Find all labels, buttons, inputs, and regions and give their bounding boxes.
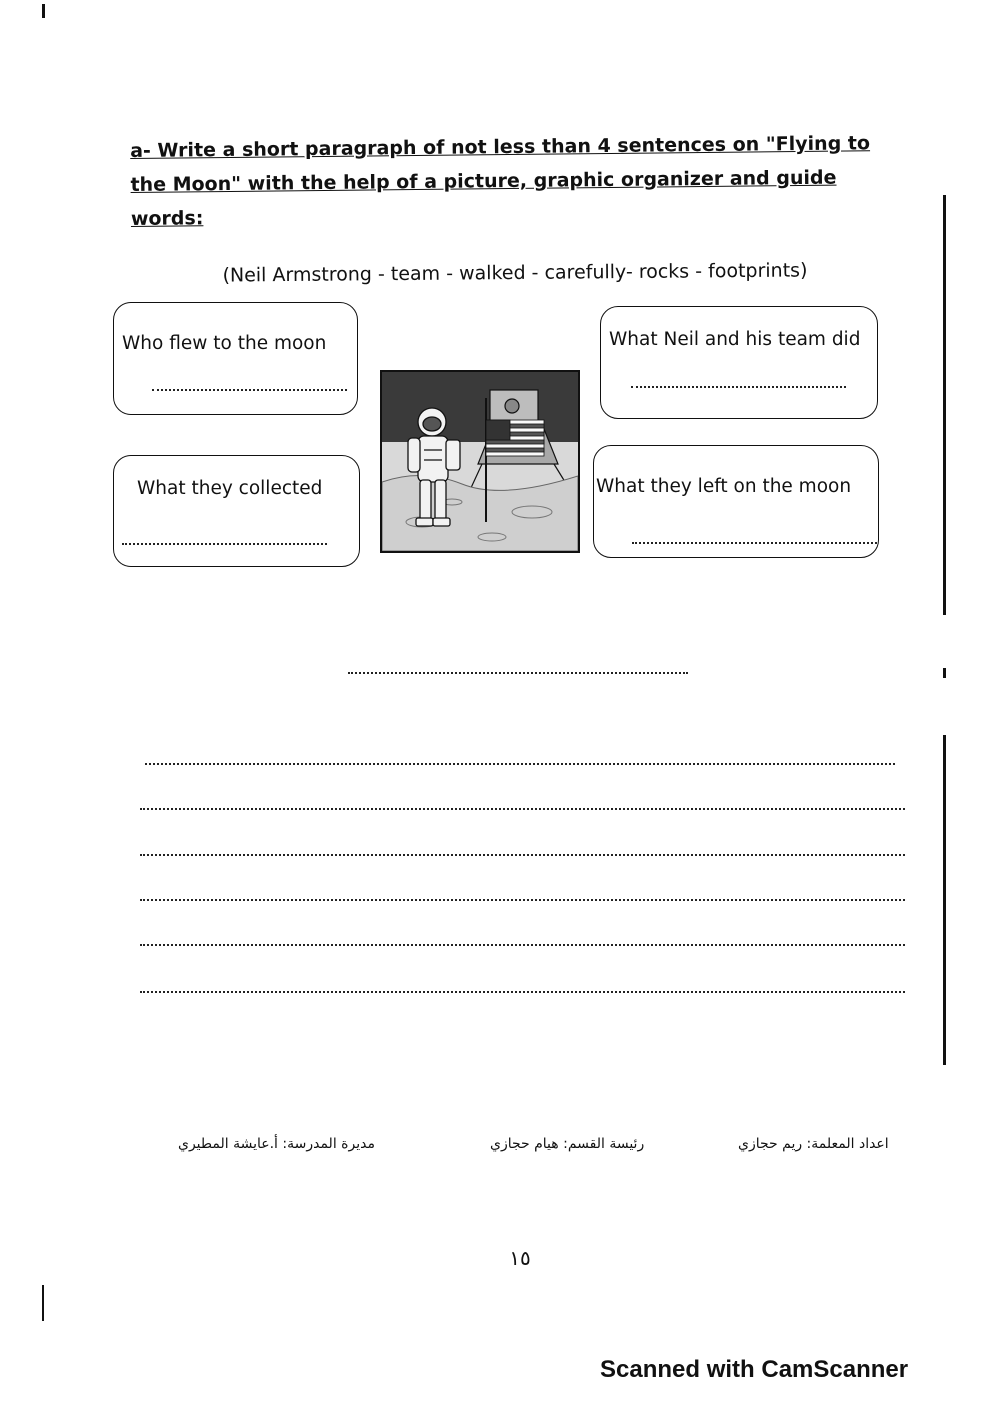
moon-landing-illustration <box>382 372 578 551</box>
instruction-line-2: the Moon" with the help of a picture, graphic organizer and guide words: <box>130 166 837 230</box>
answer-line[interactable] <box>632 542 877 544</box>
page-number: ١٥ <box>509 1246 531 1270</box>
signature-department-head: رئيسة القسم: هيام حجازي <box>490 1136 645 1152</box>
instruction <box>130 126 901 236</box>
organizer-box-bottom-right <box>593 445 879 558</box>
answer-line[interactable] <box>122 543 327 545</box>
moon-landing-picture <box>380 370 580 553</box>
instruction-line-1: a- Write a short paragraph of not less than 4 sentences on "Flying to <box>130 132 871 162</box>
camscanner-watermark: Scanned with CamScanner <box>600 1356 909 1383</box>
writing-line[interactable] <box>140 899 905 901</box>
organizer-label: What they collected <box>137 478 323 499</box>
scan-edge-mark <box>943 735 946 1065</box>
paragraph-title-line[interactable] <box>348 672 688 674</box>
organizer-label: What Neil and his team did <box>609 329 861 350</box>
scan-edge-mark <box>943 668 946 678</box>
organizer-box-bottom-left <box>113 455 360 567</box>
writing-line[interactable] <box>145 763 895 765</box>
scan-edge-mark <box>943 195 946 615</box>
scan-edge-mark <box>42 4 45 18</box>
organizer-label: Who flew to the moon <box>122 333 327 354</box>
organizer-box-top-left <box>113 302 358 415</box>
writing-line[interactable] <box>140 944 905 946</box>
answer-line[interactable] <box>152 389 347 391</box>
answer-line[interactable] <box>631 386 846 388</box>
organizer-label: What they left on the moon <box>596 476 852 497</box>
guide-words: (Neil Armstrong - team - walked - carefully- rocks - footprints) <box>222 259 808 287</box>
scan-edge-mark <box>42 1285 44 1321</box>
organizer-box-top-right <box>600 306 878 419</box>
writing-line[interactable] <box>140 854 905 856</box>
writing-line[interactable] <box>140 991 905 993</box>
signature-teacher: اعداد المعلمة: ريم حجازي <box>738 1136 889 1152</box>
signature-principal: مديرة المدرسة: أ.عايشة المطيري <box>178 1136 375 1152</box>
writing-line[interactable] <box>140 808 905 810</box>
